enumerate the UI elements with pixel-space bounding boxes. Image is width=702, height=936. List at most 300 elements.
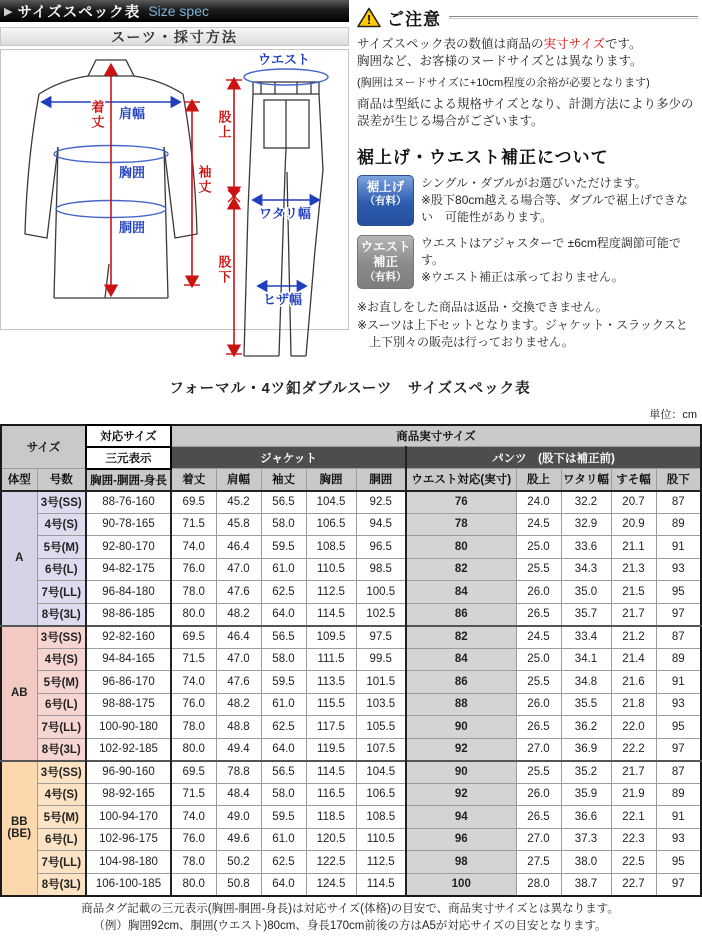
sleeve-length-label: 袖丈 [196, 165, 212, 195]
spec-value-cell: 49.4 [216, 738, 261, 761]
waist-fit-cell: 92 [406, 738, 516, 761]
table-title: フォーマル・4ツ釦ダブルスーツ サイズスペック表 [169, 380, 531, 397]
waist-adjust-badge: ウエスト 補正 （有料） [357, 235, 414, 290]
spec-value-cell: 45.8 [216, 513, 261, 536]
waist-fit-cell: 86 [406, 603, 516, 626]
spec-value-cell: 91 [656, 536, 701, 559]
header-size-number: 号数 [37, 469, 86, 491]
waist-fit-cell: 80 [406, 536, 516, 559]
table-row [1, 491, 701, 514]
spec-value-cell: 25.0 [516, 536, 561, 559]
spec-value-cell: 20.9 [611, 513, 656, 536]
spec-value-cell: 100-94-170 [86, 806, 171, 829]
spec-value-cell: 35.7 [561, 603, 611, 626]
spec-value-cell: 26.5 [516, 806, 561, 829]
spec-value-cell: 110.5 [306, 558, 356, 581]
spec-value-cell: 94-82-175 [86, 558, 171, 581]
unit-label: 単位：cm [649, 408, 697, 421]
notice-line-2: 胸囲など、お客様のヌードサイズとは異なります。 [357, 54, 643, 69]
spec-value-cell: 97 [656, 738, 701, 761]
spec-value-cell: 37.3 [561, 828, 611, 851]
knee-width-label: ヒザ幅 [263, 292, 303, 307]
spec-value-cell: 20.7 [611, 491, 656, 514]
spec-value-cell: 25.5 [516, 558, 561, 581]
spec-value-cell: 32.2 [561, 491, 611, 514]
notice-line-1: サイズスペック表の数値は商品の実寸サイズです。 [357, 37, 642, 51]
spec-value-cell: 71.5 [171, 513, 216, 536]
table-row [1, 738, 701, 761]
table-row [1, 783, 701, 806]
spec-value-cell: 100-90-180 [86, 716, 171, 739]
spec-value-cell: 22.5 [611, 851, 656, 874]
spec-value-cell: 26.0 [516, 783, 561, 806]
triangle-bullet-icon: ▶ [4, 5, 13, 18]
alteration-notes [357, 299, 698, 351]
size-number-cell: 3号(SS) [37, 626, 86, 649]
spec-value-cell: 87 [656, 491, 701, 514]
spec-value-cell: 108.5 [356, 806, 406, 829]
spec-value-cell: 74.0 [171, 806, 216, 829]
spec-value-cell: 62.5 [261, 581, 306, 604]
spec-value-cell: 61.0 [261, 693, 306, 716]
size-number-cell: 5号(M) [37, 536, 86, 559]
header-thigh: ワタリ幅 [561, 469, 611, 491]
spec-value-cell: 27.5 [516, 851, 561, 874]
spec-value-cell: 119.5 [306, 738, 356, 761]
waist-fit-cell: 82 [406, 558, 516, 581]
spec-value-cell: 89 [656, 513, 701, 536]
spec-value-cell: 34.3 [561, 558, 611, 581]
spec-value-cell: 78.8 [216, 761, 261, 784]
spec-value-cell: 112.5 [306, 581, 356, 604]
spec-value-cell: 112.5 [356, 851, 406, 874]
spec-value-cell: 21.6 [611, 671, 656, 694]
body-type-cell: A [1, 491, 37, 626]
actual-size-highlight: 実寸サイズ [543, 37, 606, 51]
spec-value-cell: 48.8 [216, 716, 261, 739]
spec-value-cell: 69.5 [171, 491, 216, 514]
waist-fit-cell: 82 [406, 626, 516, 649]
spec-value-cell: 80.0 [171, 738, 216, 761]
waist-adjust-row [357, 235, 698, 290]
size-number-cell: 7号(LL) [37, 851, 86, 874]
size-number-cell: 7号(LL) [37, 581, 86, 604]
waist-fit-cell: 88 [406, 693, 516, 716]
spec-table-body [1, 491, 701, 896]
jacket-waist-label: 胴囲 [119, 220, 146, 235]
spec-value-cell: 76.0 [171, 828, 216, 851]
table-row [1, 603, 701, 626]
size-number-cell: 4号(S) [37, 648, 86, 671]
spec-value-cell: 98-86-185 [86, 603, 171, 626]
size-number-cell: 3号(SS) [37, 491, 86, 514]
spec-value-cell: 90-78-165 [86, 513, 171, 536]
spec-value-cell: 78.0 [171, 716, 216, 739]
spec-value-cell: 114.5 [306, 761, 356, 784]
spec-value-cell: 96-84-180 [86, 581, 171, 604]
spec-value-cell: 58.0 [261, 648, 306, 671]
spec-value-cell: 115.5 [306, 693, 356, 716]
size-number-cell: 5号(M) [37, 671, 86, 694]
spec-value-cell: 89 [656, 648, 701, 671]
spec-value-cell: 50.2 [216, 851, 261, 874]
svg-text:!: ! [366, 12, 372, 27]
notice-heading-row [357, 5, 698, 30]
spec-value-cell: 64.0 [261, 873, 306, 896]
body-type-cell: AB [1, 626, 37, 761]
spec-value-cell: 109.5 [306, 626, 356, 649]
spec-value-cell: 21.4 [611, 648, 656, 671]
spec-value-cell: 34.1 [561, 648, 611, 671]
table-row [1, 648, 701, 671]
spec-value-cell: 94.5 [356, 513, 406, 536]
waist-fit-cell: 78 [406, 513, 516, 536]
spec-value-cell: 104.5 [356, 761, 406, 784]
header-jacket-group: ジャケット [171, 447, 406, 469]
spec-value-cell: 32.9 [561, 513, 611, 536]
spec-value-cell: 28.0 [516, 873, 561, 896]
suit-diagram-svg [1, 50, 348, 329]
spec-value-cell: 93 [656, 828, 701, 851]
spec-value-cell: 100.5 [356, 581, 406, 604]
spec-value-cell: 26.5 [516, 603, 561, 626]
spec-value-cell: 49.0 [216, 806, 261, 829]
notice-heading: ご注意 [387, 10, 441, 29]
spec-value-cell: 80.0 [171, 603, 216, 626]
spec-value-cell: 36.6 [561, 806, 611, 829]
spec-value-cell: 88-76-160 [86, 491, 171, 514]
spec-value-cell: 106.5 [356, 783, 406, 806]
header-chest: 胸囲 [306, 469, 356, 491]
spec-value-cell: 35.9 [561, 783, 611, 806]
spec-value-cell: 26.5 [516, 716, 561, 739]
spec-value-cell: 59.5 [261, 671, 306, 694]
spec-value-cell: 36.9 [561, 738, 611, 761]
waist-fit-cell: 90 [406, 716, 516, 739]
spec-value-cell: 50.8 [216, 873, 261, 896]
waist-adjust-text: ウエストはアジャスターで ±6cm程度調節可能です。 ※ウエスト補正は承っておりません。 [421, 235, 681, 284]
spec-value-cell: 22.7 [611, 873, 656, 896]
spec-value-cell: 46.4 [216, 536, 261, 559]
spec-value-cell: 118.5 [306, 806, 356, 829]
table-row [1, 581, 701, 604]
spec-value-cell: 87 [656, 626, 701, 649]
waist-fit-cell: 86 [406, 671, 516, 694]
jacket-annotations [43, 66, 212, 294]
spec-value-cell: 99.5 [356, 648, 406, 671]
spec-value-cell: 69.5 [171, 626, 216, 649]
spec-value-cell: 71.5 [171, 783, 216, 806]
header-inseam: 股下 [656, 469, 701, 491]
spec-value-cell: 120.5 [306, 828, 356, 851]
waist-fit-cell: 84 [406, 648, 516, 671]
spec-value-cell: 117.5 [306, 716, 356, 739]
size-number-cell: 7号(LL) [37, 716, 86, 739]
spec-value-cell: 24.5 [516, 626, 561, 649]
spec-value-cell: 24.5 [516, 513, 561, 536]
spec-value-cell: 102-92-185 [86, 738, 171, 761]
spec-value-cell: 91 [656, 806, 701, 829]
spec-value-cell: 22.0 [611, 716, 656, 739]
spec-value-cell: 92.5 [356, 491, 406, 514]
thigh-width-label: ワタリ幅 [259, 206, 311, 221]
spec-value-cell: 26.0 [516, 693, 561, 716]
spec-value-cell: 38.0 [561, 851, 611, 874]
size-number-cell: 4号(S) [37, 513, 86, 536]
spec-value-cell: 64.0 [261, 738, 306, 761]
spec-value-cell: 103.5 [356, 693, 406, 716]
spec-value-cell: 24.0 [516, 491, 561, 514]
spec-value-cell: 91 [656, 671, 701, 694]
hemming-text: シングル・ダブルがお選びいただけます。 ※股下80cm越える場合等、ダブルで裾上げできない 可能性があります。 [421, 175, 688, 224]
table-row [1, 806, 701, 829]
spec-value-cell: 76.0 [171, 558, 216, 581]
spec-value-cell: 114.5 [356, 873, 406, 896]
spec-value-cell: 25.5 [516, 761, 561, 784]
spec-value-cell: 21.5 [611, 581, 656, 604]
table-row [1, 873, 701, 896]
header-actual-size: 商品実寸サイズ [171, 425, 701, 447]
size-number-cell: 5号(M) [37, 806, 86, 829]
footnote [0, 901, 700, 936]
pants-waist-label: ウエスト [258, 52, 311, 67]
spec-value-cell: 92-82-160 [86, 626, 171, 649]
waist-fit-cell: 84 [406, 581, 516, 604]
spec-value-cell: 80.0 [171, 873, 216, 896]
warning-icon [357, 7, 381, 28]
header-corresponding-size: 対応サイズ [86, 425, 171, 447]
alteration-heading: 裾上げ・ウエスト補正について [357, 147, 609, 167]
table-row [1, 693, 701, 716]
spec-value-cell: 47.0 [216, 558, 261, 581]
spec-value-cell: 58.0 [261, 513, 306, 536]
spec-value-cell: 33.6 [561, 536, 611, 559]
spec-value-cell: 111.5 [306, 648, 356, 671]
spec-value-cell: 56.5 [261, 626, 306, 649]
spec-value-cell: 35.0 [561, 581, 611, 604]
size-number-cell: 3号(SS) [37, 761, 86, 784]
notice-paragraph-2: 商品は型紙による規格サイズとなり、計測方法により多少の誤差が生じる場合がございます。 [357, 96, 694, 128]
spec-value-cell: 22.1 [611, 806, 656, 829]
spec-value-cell: 21.1 [611, 536, 656, 559]
spec-value-cell: 59.5 [261, 536, 306, 559]
chest-label: 胸囲 [119, 165, 146, 180]
size-number-cell: 8号(3L) [37, 603, 86, 626]
size-number-cell: 6号(L) [37, 693, 86, 716]
spec-value-cell: 74.0 [171, 536, 216, 559]
spec-value-cell: 116.5 [306, 783, 356, 806]
spec-value-cell: 114.5 [306, 603, 356, 626]
table-row [1, 761, 701, 784]
table-row [1, 671, 701, 694]
pants-annotations [217, 52, 329, 354]
spec-value-cell: 96-86-170 [86, 671, 171, 694]
table-row [1, 828, 701, 851]
spec-value-cell: 93 [656, 693, 701, 716]
table-row [1, 626, 701, 649]
spec-value-cell: 87 [656, 761, 701, 784]
spec-value-cell: 25.5 [516, 671, 561, 694]
spec-value-cell: 93 [656, 558, 701, 581]
spec-value-cell: 110.5 [356, 828, 406, 851]
spec-value-cell: 26.0 [516, 581, 561, 604]
measurement-diagram [0, 49, 349, 330]
spec-value-cell: 92-80-170 [86, 536, 171, 559]
rise-label: 股上 [216, 110, 232, 140]
spec-value-cell: 94-84-165 [86, 648, 171, 671]
page-subtitle: Size spec [148, 3, 210, 19]
header-three-element: 三元表示 [86, 447, 171, 469]
spec-value-cell: 106-100-185 [86, 873, 171, 896]
header-pants-group: パンツ (股下は補正前) [406, 447, 701, 469]
spec-value-cell: 97 [656, 603, 701, 626]
spec-value-cell: 97 [656, 873, 701, 896]
notice-parenthetical: (胸囲はヌードサイズに+10cm程度の余裕が必要となります) [357, 76, 650, 89]
waist-fit-cell: 98 [406, 851, 516, 874]
size-number-cell: 8号(3L) [37, 738, 86, 761]
spec-value-cell: 48.4 [216, 783, 261, 806]
measuring-column [0, 0, 349, 352]
inseam-label: 股下 [216, 255, 232, 285]
header-three-size: 胸囲-胴囲-身長 [86, 469, 171, 491]
spec-value-cell: 56.5 [261, 491, 306, 514]
spec-value-cell: 98-92-165 [86, 783, 171, 806]
spec-value-cell: 69.5 [171, 761, 216, 784]
header-shoulder: 肩幅 [216, 469, 261, 491]
spec-value-cell: 21.7 [611, 761, 656, 784]
spec-value-cell: 48.2 [216, 603, 261, 626]
spec-value-cell: 46.4 [216, 626, 261, 649]
spec-value-cell: 95 [656, 716, 701, 739]
spec-value-cell: 47.6 [216, 581, 261, 604]
spec-value-cell: 36.2 [561, 716, 611, 739]
spec-value-cell: 96-90-160 [86, 761, 171, 784]
spec-value-cell: 122.5 [306, 851, 356, 874]
spec-value-cell: 33.4 [561, 626, 611, 649]
spec-value-cell: 98-88-175 [86, 693, 171, 716]
hemming-row [357, 175, 698, 226]
spec-value-cell: 59.5 [261, 806, 306, 829]
spec-value-cell: 21.9 [611, 783, 656, 806]
footnote-line-2: （例）胸囲92cm、胴囲(ウエスト)80cm、身長170cm前後の方はA5が対応サイズの目安となります。 [93, 920, 607, 933]
size-number-cell: 4号(S) [37, 783, 86, 806]
spec-value-cell: 96.5 [356, 536, 406, 559]
size-number-cell: 6号(L) [37, 828, 86, 851]
spec-value-cell: 78.0 [171, 581, 216, 604]
spec-value-cell: 21.8 [611, 693, 656, 716]
spec-value-cell: 35.5 [561, 693, 611, 716]
top-section [0, 0, 700, 352]
spec-value-cell: 106.5 [306, 513, 356, 536]
waist-fit-cell: 96 [406, 828, 516, 851]
spec-value-cell: 21.3 [611, 558, 656, 581]
waist-fit-cell: 100 [406, 873, 516, 896]
heading-rule [449, 16, 698, 19]
waist-fit-cell: 90 [406, 761, 516, 784]
spec-value-cell: 101.5 [356, 671, 406, 694]
spec-value-cell: 61.0 [261, 558, 306, 581]
alteration-note-2: ※スーツは上下セットとなります。ジャケット・スラックスと上下別々の販売は行っておりません。 [357, 317, 688, 350]
header-waist-fit: ウエスト対応(実寸) [406, 469, 516, 491]
table-row [1, 558, 701, 581]
table-row [1, 513, 701, 536]
table-row [1, 536, 701, 559]
spec-value-cell: 61.0 [261, 828, 306, 851]
notice-column [349, 0, 700, 352]
spec-value-cell: 95 [656, 851, 701, 874]
header-sleeve: 袖丈 [261, 469, 306, 491]
waist-fit-cell: 94 [406, 806, 516, 829]
spec-value-cell: 78.0 [171, 851, 216, 874]
header-size: サイズ [1, 425, 86, 469]
page-title-bar [0, 0, 349, 22]
size-spec-table [0, 424, 702, 897]
spec-value-cell: 49.6 [216, 828, 261, 851]
spec-value-cell: 71.5 [171, 648, 216, 671]
hemming-badge: 裾上げ （有料） [357, 175, 414, 226]
spec-value-cell: 38.7 [561, 873, 611, 896]
jacket-length-label: 着丈 [89, 100, 105, 130]
spec-value-cell: 89 [656, 783, 701, 806]
header-body-type: 体型 [1, 469, 37, 491]
header-jacket-waist: 胴囲 [356, 469, 406, 491]
diagram-heading: スーツ・採寸方法 [0, 27, 349, 46]
spec-value-cell: 22.3 [611, 828, 656, 851]
spec-value-cell: 74.0 [171, 671, 216, 694]
size-number-cell: 8号(3L) [37, 873, 86, 896]
spec-value-cell: 76.0 [171, 693, 216, 716]
spec-value-cell: 45.2 [216, 491, 261, 514]
spec-value-cell: 97.5 [356, 626, 406, 649]
footnote-line-1: 商品タグ記載の三元表示(胸囲-胴囲-身長)は対応サイズ(体格)の目安で、商品実寸サイズとは異なります。 [81, 902, 619, 915]
spec-value-cell: 102-96-175 [86, 828, 171, 851]
waist-fit-cell: 92 [406, 783, 516, 806]
spec-value-cell: 25.0 [516, 648, 561, 671]
spec-value-cell: 35.2 [561, 761, 611, 784]
body-type-cell: BB (BE) [1, 761, 37, 896]
spec-value-cell: 48.2 [216, 693, 261, 716]
spec-value-cell: 47.6 [216, 671, 261, 694]
spec-value-cell: 64.0 [261, 603, 306, 626]
spec-value-cell: 104-98-180 [86, 851, 171, 874]
spec-value-cell: 34.8 [561, 671, 611, 694]
shoulder-width-label: 肩幅 [119, 106, 146, 121]
table-row [1, 716, 701, 739]
page-title: サイズスペック表 [17, 4, 141, 21]
header-jacket-length: 着丈 [171, 469, 216, 491]
spec-value-cell: 62.5 [261, 716, 306, 739]
spec-value-cell: 104.5 [306, 491, 356, 514]
waist-fit-cell: 76 [406, 491, 516, 514]
spec-value-cell: 102.5 [356, 603, 406, 626]
alteration-note-1: ※お直しをした商品は返品・交換できません。 [357, 300, 608, 315]
spec-value-cell: 58.0 [261, 783, 306, 806]
spec-value-cell: 27.0 [516, 738, 561, 761]
spec-value-cell: 113.5 [306, 671, 356, 694]
spec-value-cell: 98.5 [356, 558, 406, 581]
spec-value-cell: 105.5 [356, 716, 406, 739]
spec-value-cell: 56.5 [261, 761, 306, 784]
table-row [1, 851, 701, 874]
spec-value-cell: 107.5 [356, 738, 406, 761]
spec-value-cell: 95 [656, 581, 701, 604]
spec-value-cell: 22.2 [611, 738, 656, 761]
header-hem-width: すそ幅 [611, 469, 656, 491]
spec-value-cell: 108.5 [306, 536, 356, 559]
spec-value-cell: 47.0 [216, 648, 261, 671]
spec-value-cell: 124.5 [306, 873, 356, 896]
spec-value-cell: 27.0 [516, 828, 561, 851]
